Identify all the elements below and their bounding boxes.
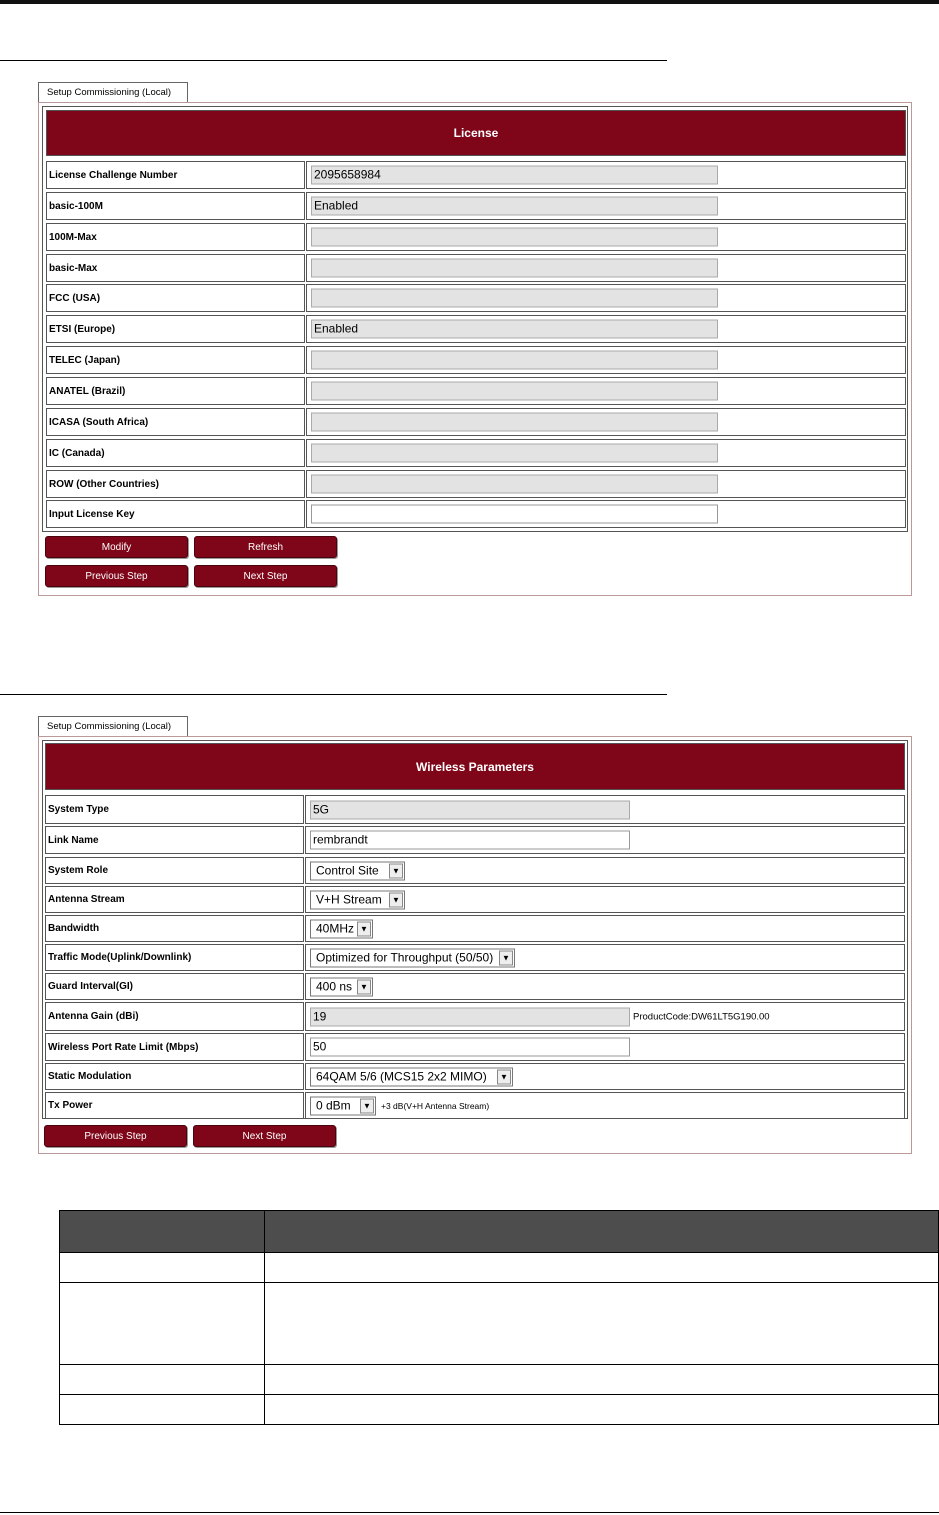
license-row-label: ROW (Other Countries) [46,470,305,498]
bandwidth-select[interactable] [310,919,373,938]
table-cell [265,1253,939,1283]
antenna-gain-field: 19 [310,1007,630,1026]
antenna-stream-value: V+H Stream [316,892,382,906]
license-row [46,439,906,467]
table-row [60,1253,939,1283]
license-row [46,500,906,528]
license-row-label: basic-100M [46,192,305,220]
row-system-type [45,795,905,824]
antenna-gain-label: Antenna Gain (dBi) [45,1002,304,1031]
license-row [46,377,906,405]
row-system-role [45,857,905,884]
system-role-label: System Role [45,857,304,884]
table-row [60,1283,939,1365]
chevron-down-icon[interactable]: ▼ [357,979,371,994]
license-row-value-cell [306,192,906,220]
antenna-stream-select[interactable] [310,890,405,909]
chevron-down-icon[interactable]: ▼ [357,921,371,936]
port-rate-limit-label: Wireless Port Rate Limit (Mbps) [45,1033,304,1061]
traffic-mode-select[interactable] [310,948,515,967]
license-row [46,223,906,251]
license-row-value-cell [306,439,906,467]
bandwidth-label: Bandwidth [45,915,304,942]
license-row-value-cell [306,408,906,436]
antenna-gain-cell [305,1002,905,1031]
license-row-value-cell [306,161,906,189]
table-cell [265,1283,939,1365]
port-rate-limit-input[interactable]: 50 [310,1038,630,1057]
modify-button[interactable]: Modify [45,536,188,558]
antenna-stream-cell [305,886,905,913]
license-row [46,315,906,343]
traffic-mode-label: Traffic Mode(Uplink/Downlink) [45,944,304,971]
table-row [60,1365,939,1395]
license-row-value [311,475,718,494]
license-row-label: 100M-Max [46,223,305,251]
row-traffic-mode [45,944,905,971]
tab-setup-commissioning-2[interactable]: Setup Commissioning (Local) [38,716,188,736]
license-title: License [453,126,499,140]
guard-interval-value: 400 ns [316,979,353,993]
wireless-panel [38,736,912,1154]
link-name-input[interactable]: rembrandt [310,831,630,850]
section-rule-1 [0,60,667,61]
license-row-value [311,444,718,463]
table-cell [60,1283,265,1365]
traffic-mode-cell [305,944,905,971]
product-code-text: ProductCode:DW61LT5G190.00 [633,1011,770,1022]
license-row-value [311,228,718,247]
refresh-button[interactable]: Refresh [194,536,337,558]
license-row [46,346,906,374]
tx-power-cell [305,1092,905,1119]
chevron-down-icon[interactable]: ▼ [389,892,403,907]
static-modulation-cell [305,1063,905,1090]
table-cell [60,1395,265,1425]
row-guard-interval [45,973,905,1000]
license-row-value-cell [306,346,906,374]
license-row-label: ICASA (South Africa) [46,408,305,436]
license-row-label: ETSI (Europe) [46,315,305,343]
static-modulation-value: 64QAM 5/6 (MCS15 2x2 MIMO) [316,1069,487,1083]
next-step-button[interactable]: Next Step [193,1125,336,1147]
license-row-value: Enabled [311,197,718,216]
bandwidth-cell [305,915,905,942]
license-row-label: License Challenge Number [46,161,305,189]
license-row-label: IC (Canada) [46,439,305,467]
chevron-down-icon[interactable]: ▼ [389,863,403,878]
license-row [46,284,906,312]
tx-power-note: +3 dB(V+H Antenna Stream) [381,1100,490,1111]
table-cell [60,1253,265,1283]
previous-step-button[interactable]: Previous Step [44,1125,187,1147]
link-name-cell [305,826,905,854]
license-row-value [311,413,718,432]
license-row-value-cell [306,500,906,528]
system-role-value: Control Site [316,863,379,877]
next-step-button[interactable]: Next Step [194,565,337,587]
license-row-label: TELEC (Japan) [46,346,305,374]
row-antenna-stream [45,886,905,913]
wireless-title: Wireless Parameters [416,759,534,774]
license-row-value: 2095658984 [311,166,718,185]
license-row-value-cell [306,315,906,343]
tx-power-value: 0 dBm [316,1098,351,1112]
license-row [46,161,906,189]
guard-interval-select[interactable] [310,977,373,996]
system-role-cell [305,857,905,884]
table-header-cell [60,1211,265,1253]
document-table [59,1210,939,1425]
license-row [46,192,906,220]
guard-interval-cell [305,973,905,1000]
license-row-label: FCC (USA) [46,284,305,312]
section-rule-2 [0,694,667,695]
table-cell [265,1365,939,1395]
license-row-value [311,289,718,308]
chevron-down-icon[interactable]: ▼ [499,950,513,965]
system-type-label: System Type [45,795,304,824]
license-row-label: ANATEL (Brazil) [46,377,305,405]
license-row-value [311,382,718,401]
license-row [46,408,906,436]
row-antenna-gain [45,1002,905,1031]
row-tx-power [45,1092,905,1119]
wireless-header [45,743,905,790]
license-key-input[interactable] [311,505,718,524]
license-header [46,110,906,156]
license-row-value [311,259,718,278]
bandwidth-value: 40MHz [316,921,355,935]
system-role-select[interactable] [310,861,405,880]
row-port-rate-limit [45,1033,905,1061]
row-static-modulation [45,1063,905,1090]
guard-interval-label: Guard Interval(GI) [45,973,304,1000]
license-row-value-cell [306,377,906,405]
license-row-value-cell [306,284,906,312]
tab-setup-commissioning-1[interactable]: Setup Commissioning (Local) [38,82,188,102]
license-row-value-cell [306,223,906,251]
license-row-label: Input License Key [46,500,305,528]
license-row-value [311,351,718,370]
license-row-value-cell [306,254,906,282]
static-modulation-label: Static Modulation [45,1063,304,1090]
tx-power-select[interactable] [310,1096,376,1115]
license-row [46,254,906,282]
table-header-row [60,1211,939,1253]
system-type-field: 5G [310,800,630,819]
license-row-label: basic-Max [46,254,305,282]
page-bottom-rule [0,1512,939,1513]
table-row [60,1395,939,1425]
traffic-mode-value: Optimized for Throughput (50/50) [316,950,494,964]
table-cell [265,1395,939,1425]
license-row [46,470,906,498]
table-cell [60,1365,265,1395]
link-name-label: Link Name [45,826,304,854]
license-row-value: Enabled [311,320,718,339]
row-link-name [45,826,905,854]
antenna-stream-label: Antenna Stream [45,886,304,913]
page-top-rule [0,0,939,4]
chevron-down-icon[interactable]: ▼ [497,1069,511,1084]
license-row-value-cell [306,470,906,498]
previous-step-button[interactable]: Previous Step [45,565,188,587]
port-rate-limit-cell [305,1033,905,1061]
chevron-down-icon[interactable]: ▼ [360,1098,374,1113]
row-bandwidth [45,915,905,942]
tx-power-label: Tx Power [45,1092,304,1119]
license-panel [38,102,912,596]
system-type-cell [305,795,905,824]
static-modulation-select[interactable] [310,1067,513,1086]
table-header-cell [265,1211,939,1253]
